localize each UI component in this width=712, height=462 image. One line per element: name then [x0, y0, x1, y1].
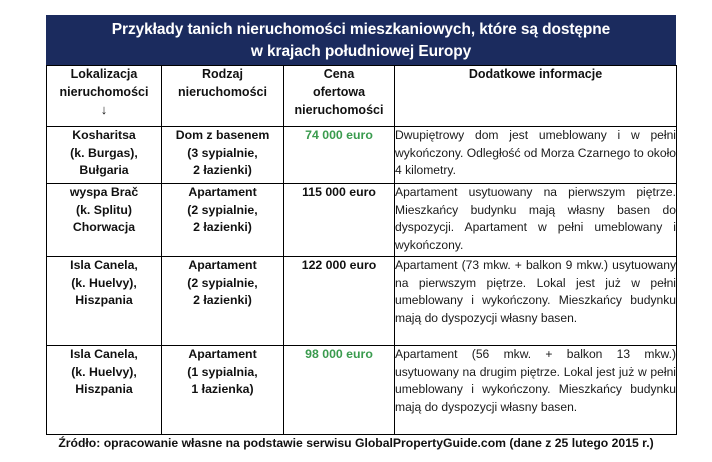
column-header-price-line-3: nieruchomości [294, 102, 384, 117]
column-header-property-type [162, 66, 284, 127]
source-note: Źródło: opracowanie własne na podstawie serwisu GlobalPropertyGuide.com (dane z 25 lutego 2015 r.) [58, 436, 654, 450]
column-header-additional-info-label: Dodatkowe informacje [468, 67, 603, 81]
additional-info-text: Dwupiętrowy dom jest umeblowany i w pełni wykończony. Odległość od Morza Czarnego to około 4 kilometry. [395, 128, 676, 178]
column-header-property-type-line-2: nieruchomości [178, 84, 267, 99]
location-line-3: Bułgaria [79, 163, 129, 178]
cell-additional-info [395, 257, 677, 346]
cell-price [284, 184, 395, 257]
property-type-line-1: Dom z basenem [175, 128, 270, 142]
location-line-1: Isla Canela, [70, 258, 138, 272]
cell-property-type [162, 346, 284, 435]
additional-info-text: Apartament usytuowany na pierwszym piętrze. Mieszkańcy budynku mają własny basen do dyspozycji. Apartament w pełni umeblowany i wykończony. [395, 185, 676, 252]
column-header-property-type-line-1: Rodzaj [202, 67, 243, 81]
page-title-banner [46, 15, 676, 65]
location-line-3: Chorwacja [72, 220, 136, 235]
table-row [47, 257, 677, 346]
property-type-line-2: (2 sypialnie, [187, 202, 258, 217]
cell-location [47, 257, 162, 346]
column-header-location-line-2: nieruchomości [59, 84, 149, 99]
location-line-2: (k. Splitu) [75, 202, 132, 217]
page-title-line-2: w krajach południowej Europy [250, 43, 472, 60]
cell-price [284, 127, 395, 184]
table-row [47, 127, 677, 184]
table-row [47, 184, 677, 257]
cell-additional-info [395, 184, 677, 257]
price-value: 115 000 euro [302, 185, 376, 199]
column-header-price [284, 66, 395, 127]
property-type-line-1: Apartament [188, 347, 257, 361]
price-value: 122 000 euro [301, 258, 377, 272]
location-line-2: (k. Huelvy), [71, 275, 137, 290]
column-header-additional-info [395, 66, 677, 127]
location-line-2: (k. Huelvy), [71, 364, 137, 379]
cell-property-type [162, 257, 284, 346]
cell-location [47, 346, 162, 435]
property-type-line-1: Apartament [188, 258, 257, 272]
cell-location [47, 184, 162, 257]
property-type-line-1: Apartament [188, 185, 257, 199]
cell-price [284, 257, 395, 346]
down-arrow-icon: ↓ [100, 101, 108, 117]
property-type-line-3: 2 łazienki) [193, 163, 252, 178]
cell-price [284, 346, 395, 435]
price-value: 98 000 euro [305, 347, 373, 361]
page-title [112, 19, 610, 63]
property-type-line-2: (2 sypialnie, [187, 275, 258, 290]
location-line-2: (k. Burgas), [70, 145, 138, 160]
location-line-1: wyspa Brač [69, 185, 139, 199]
location-line-3: Hiszpania [75, 293, 133, 308]
additional-info-text: Apartament (56 mkw. + balkon 13 mkw.) usytuowany na drugim piętrze. Lokal jest już w pełni umeblowany i wykończony. Mieszkańcy budynku mają do dyspozycji własny basen. [395, 347, 676, 414]
location-line-1: Kosharitsa [72, 128, 136, 142]
property-type-line-3: 1 łazienka) [191, 382, 254, 397]
cell-property-type [162, 127, 284, 184]
column-header-location-line-1: Lokalizacja [70, 67, 138, 81]
page-title-line-1: Przykłady tanich nieruchomości mieszkaniowych, które są dostępne [111, 21, 611, 38]
location-line-3: Hiszpania [75, 382, 133, 397]
additional-info-text: Apartament (73 mkw. + balkon 9 mkw.) usytuowany na pierwszym piętrze. Lokal jest już w pełni umeblowany i wykończony. Mieszkańcy budynku mają do dyspozycji własny basen. [395, 258, 676, 325]
cell-property-type [162, 184, 284, 257]
cell-location [47, 127, 162, 184]
properties-table-wrapper [46, 65, 676, 435]
table-row [47, 346, 677, 435]
property-type-line-3: 2 łazienki) [193, 293, 252, 308]
price-value: 74 000 euro [305, 128, 373, 142]
column-header-price-line-2: ofertowa [312, 84, 366, 99]
cell-additional-info [395, 127, 677, 184]
column-header-price-line-1: Cena [323, 67, 355, 81]
column-header-location [47, 66, 162, 127]
properties-table [46, 65, 677, 435]
location-line-1: Isla Canela, [70, 347, 138, 361]
property-type-line-2: (3 sypialnie, [187, 145, 258, 160]
cell-additional-info [395, 346, 677, 435]
property-type-line-2: (1 sypialnia, [187, 364, 258, 379]
table-header-row [47, 66, 677, 127]
property-type-line-3: 2 łazienki) [193, 220, 252, 235]
